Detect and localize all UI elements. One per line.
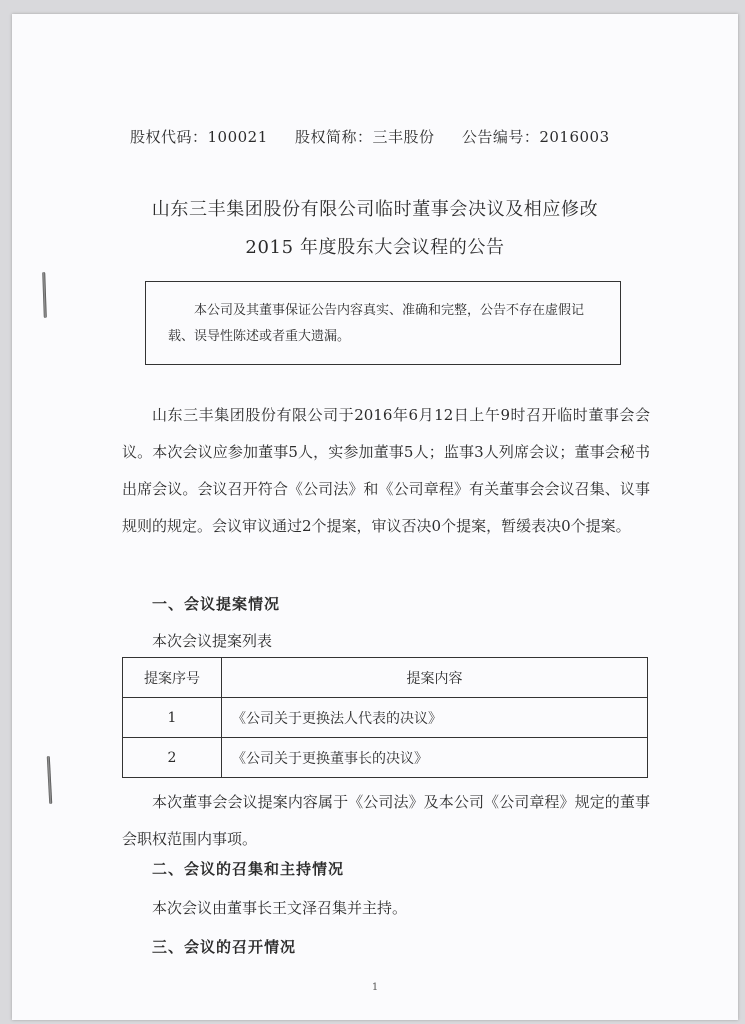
document-page — [12, 14, 738, 1020]
table-row — [123, 698, 648, 738]
section-heading-proposals: 一、会议提案情况 — [152, 595, 281, 613]
page-number: 1 — [371, 982, 379, 993]
stock-code: 股权代码：100021 — [130, 128, 268, 146]
table-header-row — [123, 658, 648, 698]
proposal-content: 《公司关于更换董事长的决议》 — [222, 738, 648, 778]
column-header-content: 提案内容 — [222, 658, 648, 698]
table-row — [123, 738, 648, 778]
column-header-number: 提案序号 — [123, 658, 222, 698]
meeting-summary-paragraph: 山东三丰集团股份有限公司于2016年6月12日上午9时召开临时董事会会议。本次会议应参加董事5人，实参加董事5人；监事3人列席会议；董事会秘书出席会议。会议召开符合《公司法》和《公司章程》有关董事会会议召集、议事规则的规定。会议审议通过2个提案，审议否决0个提案，暂缓表决0个提案。 — [122, 406, 650, 535]
meeting-host-text: 本次会议由董事长王文泽召集并主持。 — [152, 899, 408, 917]
proposal-content: 《公司关于更换法人代表的决议》 — [222, 698, 648, 738]
announcement-header — [130, 126, 650, 147]
stock-abbreviation: 股权简称：三丰股份 — [295, 128, 435, 146]
staple-mark — [47, 756, 53, 804]
proposal-number: 1 — [123, 698, 222, 738]
section-heading-convening: 二、会议的召集和主持情况 — [152, 860, 345, 878]
guarantee-statement-box: 本公司及其董事保证公告内容真实、准确和完整，公告不存在虚假记载、误导性陈述或者重大遗漏。 — [145, 281, 621, 365]
proposal-number: 2 — [123, 738, 222, 778]
staple-mark — [42, 272, 47, 318]
document-title-line-2: 2015 年度股东大会议程的公告 — [245, 237, 505, 258]
section-heading-holding: 三、会议的召开情况 — [152, 938, 297, 956]
notice-number: 公告编号：2016003 — [461, 128, 610, 146]
proposal-table-caption: 本次会议提案列表 — [152, 632, 273, 650]
proposal-table — [122, 657, 648, 778]
document-title-line-1: 山东三丰集团股份有限公司临时董事会决议及相应修改 — [151, 199, 599, 220]
proposal-scope-note: 本次董事会会议提案内容属于《公司法》及本公司《公司章程》规定的董事会职权范围内事项。 — [122, 793, 650, 848]
